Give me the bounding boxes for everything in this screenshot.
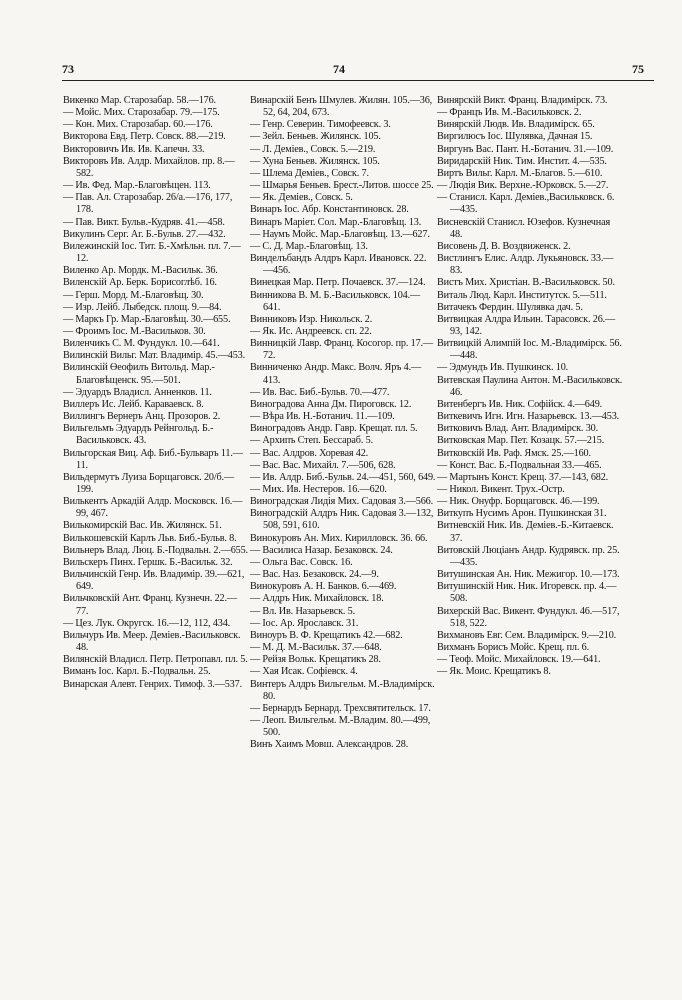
directory-entry: Винярскій Викт. Франц. Владимірск. 73. bbox=[437, 95, 608, 106]
directory-entry: — Цез. Лук. Округск. 16.—12, 112, 434. bbox=[63, 617, 231, 629]
column-middle bbox=[250, 95, 436, 751]
directory-entry: — Эдмундъ Ив. Пушкинск. 10. bbox=[437, 362, 569, 374]
directory-entry: Винаръ Іос. Абр. Константиновск. 28. bbox=[250, 204, 409, 216]
page-number-center: 74 bbox=[333, 62, 345, 76]
directory-entry: Вилежинскій Іос. Тит. Б.-Хмѣльн. пл. 7.—12. bbox=[63, 240, 241, 265]
directory-entry: — Шлема Деміев., Совск. 7. bbox=[250, 167, 369, 179]
directory-entry: Вилькошевскій Карлъ Льв. Биб.-Бульв. 8. bbox=[63, 532, 237, 544]
directory-entry: — Василиса Назар. Безаковск. 24. bbox=[250, 544, 393, 556]
directory-entry: Винарская Алевт. Генрих. Тимоф. 3.—537. bbox=[63, 678, 242, 690]
directory-entry: Виманъ Іос. Карл. Б.-Подвальн. 25. bbox=[63, 666, 211, 678]
directory-entry: Винниковъ Изр. Никольск. 2. bbox=[250, 313, 373, 325]
directory-entry: — Пав. Викт. Бульв.-Кудряв. 41.—458. bbox=[63, 216, 225, 228]
directory-entry: Витневскій Ник. Ив. Деміев.-Б.-Китаевск. 37. bbox=[437, 520, 614, 544]
directory-entry: Винтеръ Алдръ Вильгельм. М.-Владимірск. 80. bbox=[250, 678, 435, 702]
directory-entry: Вилинскій Вильг. Мат. Владимір. 45.—453. bbox=[63, 350, 245, 362]
directory-entry: — Як. Моис. Крещатикъ 8. bbox=[437, 666, 551, 678]
directory-entry: — Рейзя Вольк. Крещатикъ 28. bbox=[250, 654, 381, 666]
directory-entry: Виленчикъ С. М. Фундукл. 10.—641. bbox=[63, 338, 220, 350]
directory-entry: — Изр. Лейб. Лыбедск. площ. 9.—84. bbox=[63, 301, 222, 313]
directory-entry: Виллингъ Вернеръ Анц. Прозоров. 2. bbox=[63, 411, 221, 423]
directory-entry: Винаръ Маріет. Сол. Мар.-Благовѣщ. 13. bbox=[250, 216, 422, 228]
directory-entry: Викторова Евд. Петр. Совск. 88.—219. bbox=[63, 131, 226, 143]
directory-entry: — Францъ Ив. М.-Васильковск. 2. bbox=[437, 107, 582, 119]
directory-entry: Виргилюсъ Іос. Шулявка, Дачная 15. bbox=[437, 131, 593, 143]
directory-entry: Висовень Д. В. Воздвиженск. 2. bbox=[437, 240, 571, 252]
directory-entry: — Генр. Северин. Тимофеевск. 3. bbox=[250, 119, 391, 131]
directory-entry: — Конст. Вас. Б.-Подвальная 33.—465. bbox=[437, 459, 602, 471]
directory-entry: Винокуровъ А. Н. Банков. 6.—469. bbox=[250, 581, 397, 593]
directory-entry: — Эдуардъ Владисл. Анненков. 11. bbox=[63, 386, 212, 398]
directory-entry: Винарскій Бенъ Шмулев. Жилян. 105.—36, 52, 64, 204, 673. bbox=[250, 95, 433, 119]
directory-entry: Винъ Хаимъ Мовш. Александров. 28. bbox=[250, 739, 409, 751]
directory-entry: Виталь Люд. Карл. Институтск. 5.—511. bbox=[437, 289, 607, 301]
directory-entry: — Шмарья Беньев. Брест.-Литов. шоссе 25. bbox=[250, 180, 434, 192]
directory-entry: — Ив. Фед. Мар.-Благовѣщен. 113. bbox=[63, 180, 211, 192]
directory-entry: Витвицкій Алимпій Іос. М.-Владимірск. 56.—448. bbox=[437, 338, 622, 362]
directory-entry: Вихманъ Борисъ Мойс. Крещ. пл. 6. bbox=[437, 642, 589, 654]
directory-entry: Витковская Мар. Пет. Козацк. 57.—215. bbox=[437, 435, 605, 447]
directory-entry: Викенко Мар. Старозабар. 58.—176. bbox=[63, 95, 216, 106]
directory-entry: Виленскій Ар. Берк. Борисоглѣб. 16. bbox=[63, 277, 217, 289]
directory-entry: Виллеръ Ис. Лейб. Караваевск. 8. bbox=[63, 398, 204, 410]
directory-entry: — Зейл. Беньев. Жилянск. 105. bbox=[250, 131, 381, 143]
directory-entry: Витковскій Ив. Раф. Ямск. 25.—160. bbox=[437, 447, 591, 459]
directory-entry: — Станисл. Карл. Деміев.,Васильковск. 6.—435. bbox=[437, 192, 615, 216]
directory-entry: Винникова В. М. Б.-Васильковск. 104.—641. bbox=[250, 289, 421, 313]
directory-entry: — Фроимъ Іос. М.-Васильков. 30. bbox=[63, 325, 206, 337]
directory-entry: Вилькомирскій Вас. Ив. Жилянск. 51. bbox=[63, 520, 222, 532]
directory-entry: — Бернардъ Бернард. Трехсвятительск. 17. bbox=[250, 702, 431, 714]
directory-entry: Вистъ Мих. Христіан. В.-Васильковск. 50. bbox=[437, 277, 615, 289]
directory-entry: Виноуръ В. Ф. Крещатикъ 42.—682. bbox=[250, 629, 403, 641]
directory-entry: — Ив. Алдр. Биб.-Бульв. 24.—451, 560, 649. bbox=[250, 471, 436, 483]
directory-entry: — Наумъ Мойс. Мар.-Благовѣщ. 13.—627. bbox=[250, 228, 430, 240]
directory-entry: — Мартынъ Конст. Крещ. 37.—143, 682. bbox=[437, 471, 609, 483]
directory-entry: Вилянскій Владисл. Петр. Петропавл. пл. 5. bbox=[63, 654, 248, 666]
directory-entry: Виноградовъ Андр. Гавр. Крещат. пл. 5. bbox=[250, 423, 418, 435]
directory-entry: Виргунъ Вас. Пант. Н.-Ботанич. 31.—109. bbox=[437, 143, 614, 155]
directory-entry: Витковичъ Влад. Ант. Владимірск. 30. bbox=[437, 423, 598, 435]
directory-entry: — Леоп. Вильгельм. М.-Владим. 80.—499, 500. bbox=[250, 714, 431, 739]
directory-entry: Вихмановъ Евг. Сем. Владимірск. 9.—210. bbox=[437, 629, 617, 641]
directory-entry: — Теоф. Мойс. Михайловск. 19.—641. bbox=[437, 654, 601, 666]
directory-entry: — Вас. Наз. Безаковск. 24.—9. bbox=[250, 569, 379, 581]
directory-entry: — С. Д. Мар.-Благовѣщ. 13. bbox=[250, 240, 368, 252]
directory-entry: Викторовъ Ив. Алдр. Михайлов. пр. 8.—582. bbox=[63, 155, 235, 179]
directory-entry: Витенбергъ Ив. Ник. Софійск. 4.—649. bbox=[437, 398, 603, 410]
directory-entry: — Хая Исак. Софіевск. 4. bbox=[250, 666, 358, 678]
directory-entry: Витевская Паулина Антон. М.-Васильковск. 46. bbox=[437, 374, 623, 398]
directory-entry: — Кон. Мих. Старозабар. 60.—176. bbox=[63, 119, 213, 131]
directory-entry: — Хуна Беньев. Жилянск. 105. bbox=[250, 155, 380, 167]
header-rule bbox=[62, 80, 654, 81]
directory-entry: — Вл. Ив. Назарьевск. 5. bbox=[250, 605, 356, 617]
directory-entry: Виленко Ар. Мордк. М.-Васильк. 36. bbox=[63, 265, 218, 277]
directory-entry: Винокуровъ Ан. Мих. Кирилловск. 36. 66. bbox=[250, 532, 428, 544]
directory-entry: Винницкій Лавр. Франц. Косогор. пр. 17.—72. bbox=[250, 338, 433, 362]
directory-entry: Винделъбандъ Алдръ Карл. Ивановск. 22.—456. bbox=[250, 253, 427, 277]
directory-entry: Вилькентъ Аркадій Алдр. Московск. 16.—99, 467. bbox=[63, 496, 243, 520]
directory-entry: Витушинская Ан. Ник. Межигор. 10.—173. bbox=[437, 569, 620, 581]
directory-entry: Винярскій Людв. Ив. Владимірск. 65. bbox=[437, 119, 595, 131]
directory-entry: Виткевичъ Игн. Игн. Назарьевск. 13.—453. bbox=[437, 411, 620, 423]
directory-entry: Виткупъ Нусимъ Арон. Пушкинская 31. bbox=[437, 508, 607, 520]
directory-entry: Вильгельмъ Эдуардъ Рейнгольд. Б.-Васильковск. 43. bbox=[63, 423, 214, 447]
directory-entry: Вихерскій Вас. Викент. Фундукл. 46.—517, 518, 522. bbox=[437, 605, 620, 629]
directory-entry: Виноградская Лидія Мих. Садовая 3.—566. bbox=[250, 496, 433, 508]
directory-entry: — Іос. Ар. Ярославск. 31. bbox=[250, 617, 359, 629]
directory-entry: — Вѣра Ив. Н.-Ботанич. 11.—109. bbox=[250, 411, 395, 423]
directory-entry: Вильчинскій Генр. Ив. Владимір. 39.—621, 649. bbox=[63, 569, 245, 593]
directory-entry: — Мойс. Мих. Старозабар. 79.—175. bbox=[63, 107, 220, 119]
directory-entry: — М. Д. М.-Васильк. 37.—648. bbox=[250, 642, 382, 654]
page-number-right: 75 bbox=[632, 62, 644, 76]
directory-entry: Виртъ Вильг. Карл. М.-Благов. 5.—610. bbox=[437, 167, 603, 179]
directory-entry: — Пав. Ал. Старозабар. 26/а.—176, 177, 178. bbox=[63, 192, 233, 216]
directory-entry: Вистлингъ Елис. Алдр. Лукьяновск. 33.—83. bbox=[437, 253, 614, 277]
directory-entry: Вильчуръ Ив. Меер. Деміев.-Васильковск. 48. bbox=[63, 629, 241, 654]
directory-entry: — Вас. Алдров. Хоревая 42. bbox=[250, 447, 369, 459]
directory-entry: Викторовичъ Ив. Ив. К.апечн. 33. bbox=[63, 143, 205, 155]
directory-entry: Вильгорская Виц. Аф. Биб.-Бульваръ 11.—11. bbox=[63, 447, 243, 471]
directory-entry: — Вас. Вас. Михайл. 7.—506, 628. bbox=[250, 459, 396, 471]
page-number-left: 73 bbox=[62, 62, 74, 76]
directory-entry: Виридарскій Ник. Тим. Инстит. 4.—535. bbox=[437, 155, 607, 167]
directory-entry: — Як. Деміев., Совск. 5. bbox=[250, 192, 353, 204]
directory-entry: Вильдермутъ Луиза Борщаговск. 20/б.—199. bbox=[63, 471, 234, 495]
column-left bbox=[63, 95, 249, 691]
directory-entry: — Ольга Вас. Совск. 16. bbox=[250, 556, 353, 568]
directory-entry: — Л. Деміев., Совск. 5.—219. bbox=[250, 143, 376, 155]
directory-entry: — Алдръ Ник. Михайловск. 18. bbox=[250, 593, 384, 605]
directory-entry: — Ив. Вас. Биб.-Бульв. 70.—477. bbox=[250, 386, 390, 398]
directory-entry: — Архипъ Степ. Бессараб. 5. bbox=[250, 435, 373, 447]
directory-entry: Вильскеръ Пинх. Гершк. Б.-Васильк. 32. bbox=[63, 556, 233, 568]
directory-entry: Вильчковскій Ант. Франц. Кузнечн. 22.—77. bbox=[63, 593, 237, 617]
directory-entry: Виноградова Анна Дм. Пироговск. 12. bbox=[250, 398, 412, 410]
directory-entry: Виноградскій Алдръ Ник. Садовая 3.—132, 508, 591, 610. bbox=[250, 508, 434, 532]
directory-entry: — Мих. Ив. Нестеров. 16.—620. bbox=[250, 484, 387, 495]
directory-entry: Вилинскій Өеофилъ Витольд. Мар.-Благовѣщенск. 95.—501. bbox=[63, 362, 215, 386]
directory-entry: — Никол. Викент. Трух.-Остр. bbox=[437, 484, 565, 495]
directory-entry: Винецкая Мар. Петр. Почаевск. 37.—124. bbox=[250, 277, 426, 289]
directory-entry: Висневскій Станисл. Юзефов. Кузнечная 48. bbox=[437, 216, 610, 240]
directory-entry: Винниченко Андр. Макс. Волч. Яръ 4.—413. bbox=[250, 362, 422, 386]
directory-entry: — Маркъ Гр. Мар.-Благовѣщ. 30.—655. bbox=[63, 313, 231, 325]
directory-entry: — Герш. Морд. М.-Благовѣщ. 30. bbox=[63, 289, 204, 301]
directory-entry: — Людія Вик. Верхне.-Юрковск. 5.—27. bbox=[437, 180, 609, 192]
column-right bbox=[437, 95, 623, 679]
directory-entry: Викулинъ Серг. Аг. Б.-Бульв. 27.—432. bbox=[63, 228, 226, 240]
directory-entry: Витачекъ Фердин. Шулявка дач. 5. bbox=[437, 301, 583, 313]
directory-entry: Витовскій Люціанъ Андр. Кудрявск. пр. 25.—435. bbox=[437, 544, 620, 568]
directory-entry: Витвицкая Алдра Ильин. Тарасовск. 26.—93, 142. bbox=[437, 313, 616, 337]
directory-entry: Витушинскій Ник. Ник. Игоревск. пр. 4.—508. bbox=[437, 581, 617, 605]
directory-entry: Вильнеръ Влад. Люц. Б.-Подвальн. 2.—655. bbox=[63, 544, 248, 556]
directory-entry: — Як. Ис. Андреевск. сп. 22. bbox=[250, 325, 372, 337]
directory-entry: — Ник. Онуфр. Борщаговск. 46.—199. bbox=[437, 496, 600, 508]
